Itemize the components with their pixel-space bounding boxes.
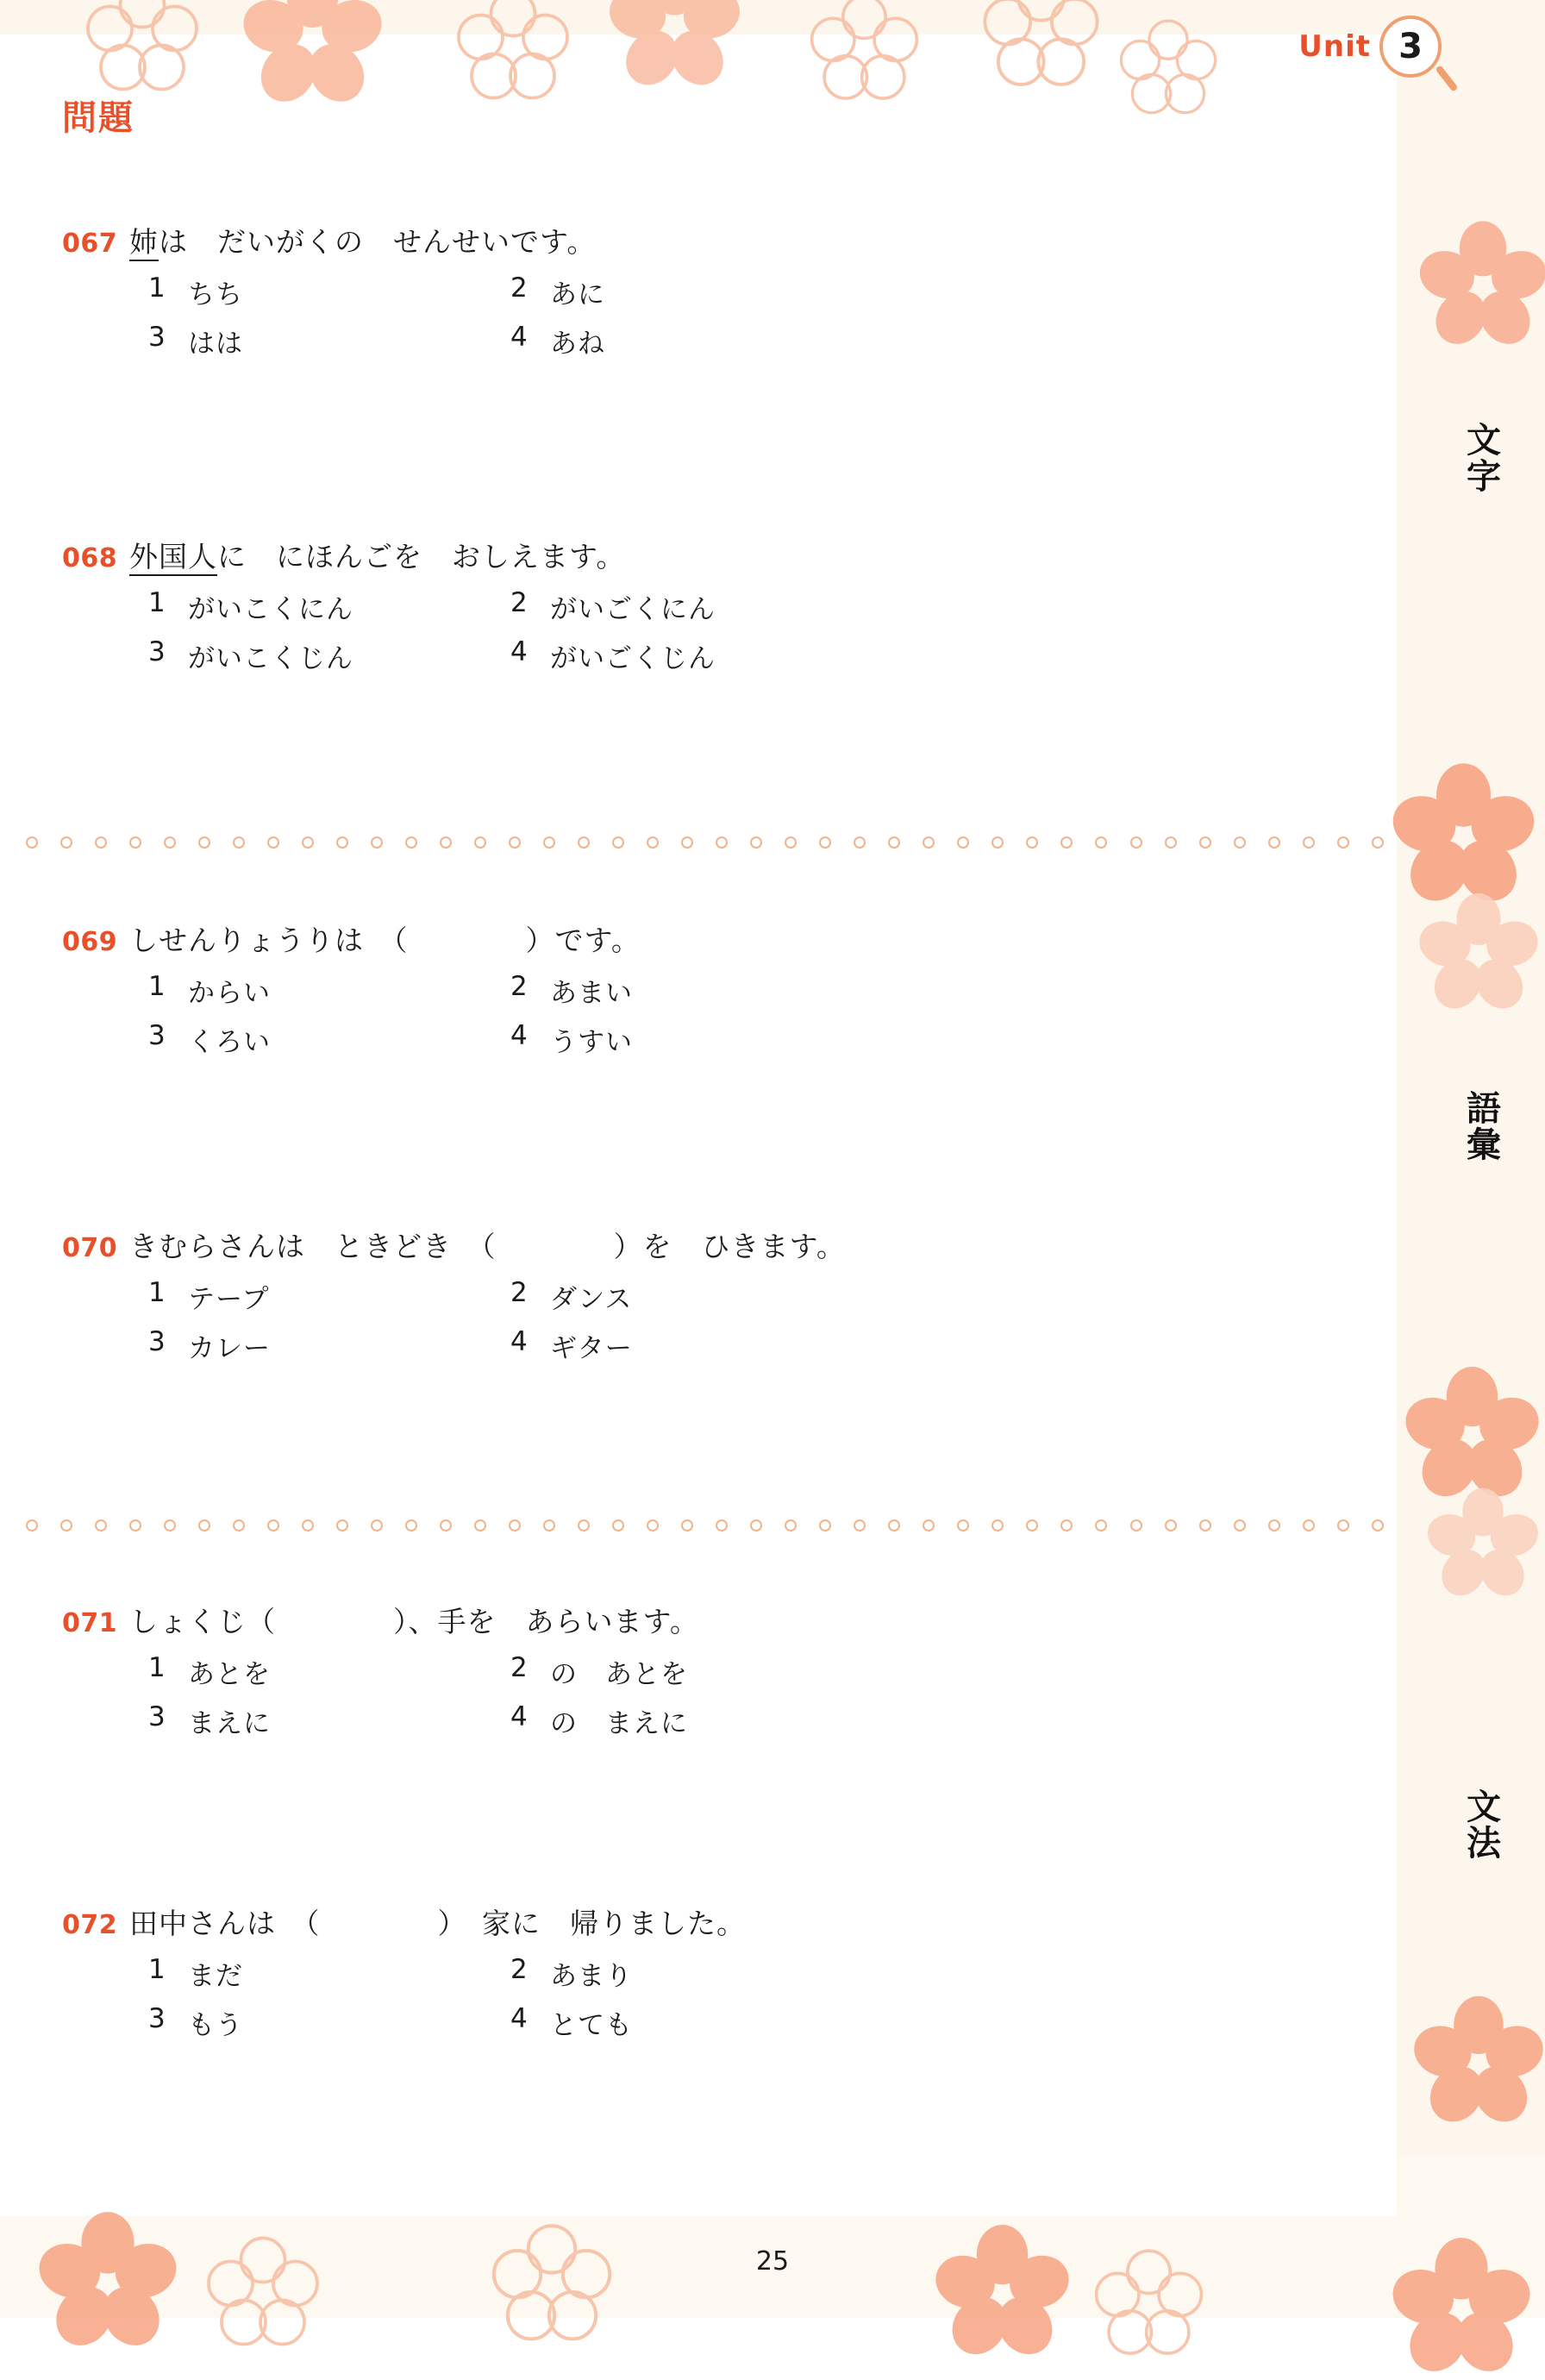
sakura-blossom-icon	[1414, 216, 1545, 354]
option-list	[148, 587, 1286, 675]
option-list	[148, 272, 1286, 360]
option-number: 4	[510, 1701, 529, 1732]
option-item[interactable]	[510, 1277, 632, 1316]
question-underlined-word: 姉	[129, 225, 159, 261]
side-tab-char: 彙	[1467, 1125, 1501, 1165]
option-item[interactable]	[148, 2003, 510, 2042]
question-block	[62, 1901, 1286, 2052]
sakura-blossom-icon	[448, 0, 578, 112]
side-tab-char: 字	[1467, 457, 1501, 497]
option-number: 2	[510, 1277, 529, 1308]
option-number: 3	[148, 2003, 166, 2034]
option-item[interactable]	[510, 2003, 633, 2042]
option-item[interactable]	[510, 1954, 633, 1993]
option-label: ダンス	[550, 1284, 633, 1315]
option-row	[148, 1652, 1286, 1691]
option-label: ギター	[550, 1333, 633, 1364]
option-item[interactable]	[510, 322, 605, 360]
option-item[interactable]	[148, 1652, 510, 1691]
option-number: 2	[510, 587, 529, 618]
option-item[interactable]	[148, 1701, 510, 1740]
side-tab-char: 文	[1467, 1788, 1501, 1827]
option-row	[148, 1326, 1286, 1365]
option-item[interactable]	[148, 1954, 510, 1993]
option-list	[148, 1954, 1286, 2042]
option-item[interactable]	[148, 1326, 510, 1365]
question-text: しせんりょうりは （ ）です。	[129, 924, 641, 957]
question-prompt	[62, 535, 1286, 575]
option-row	[148, 636, 1286, 675]
option-number: 3	[148, 1701, 166, 1732]
option-number: 4	[510, 2003, 529, 2034]
sakura-blossom-icon	[78, 0, 207, 103]
question-prompt	[62, 220, 1286, 260]
question-block	[62, 1224, 1286, 1375]
side-tab-moji	[1454, 423, 1514, 495]
unit-number: 3	[1379, 16, 1442, 78]
sakura-blossom-icon	[931, 2220, 1073, 2363]
sakura-blossom-icon	[1388, 759, 1539, 910]
option-number: 1	[148, 587, 166, 618]
option-label: の あとを	[550, 1659, 688, 1690]
option-number: 3	[148, 636, 166, 667]
option-item[interactable]	[148, 1277, 510, 1316]
option-row	[148, 2003, 1286, 2042]
option-list	[148, 971, 1286, 1059]
option-number: 1	[148, 272, 166, 304]
option-row	[148, 1277, 1286, 1316]
option-label: まだ	[188, 1961, 243, 1992]
option-row	[148, 971, 1286, 1010]
option-item[interactable]	[510, 1020, 633, 1059]
option-number: 3	[148, 1326, 166, 1357]
question-number: 069	[62, 927, 118, 957]
option-item[interactable]	[510, 1701, 688, 1740]
option-item[interactable]	[510, 1652, 688, 1691]
option-label: テープ	[188, 1284, 270, 1315]
option-row	[148, 1954, 1286, 1993]
unit-label: Unit	[1298, 29, 1371, 64]
option-item[interactable]	[510, 636, 716, 675]
option-number: 4	[510, 1326, 529, 1357]
option-label: あね	[550, 329, 605, 360]
option-label: がいごくじん	[550, 643, 716, 674]
option-number: 2	[510, 971, 529, 1002]
section-divider	[26, 1519, 1384, 1535]
sakura-blossom-icon	[974, 0, 1108, 99]
question-block	[62, 220, 1286, 371]
sakura-blossom-icon	[1414, 888, 1543, 1018]
sakura-blossom-icon	[1423, 1483, 1543, 1604]
option-list	[148, 1652, 1286, 1740]
option-item[interactable]	[148, 1020, 510, 1059]
question-block	[62, 918, 1286, 1069]
option-item[interactable]	[148, 322, 510, 360]
unit-badge	[1298, 16, 1442, 78]
question-block	[62, 1600, 1286, 1751]
sakura-blossom-icon	[802, 0, 927, 112]
question-number: 068	[62, 543, 118, 573]
sakura-blossom-icon	[483, 2216, 621, 2354]
option-number: 3	[148, 322, 166, 353]
option-number: 1	[148, 1652, 166, 1683]
option-label: うすい	[550, 1027, 633, 1058]
option-row	[148, 1701, 1286, 1740]
option-item[interactable]	[510, 971, 633, 1010]
option-item[interactable]	[510, 1326, 633, 1365]
option-number: 3	[148, 1020, 166, 1051]
option-label: あとを	[188, 1659, 271, 1690]
side-tab-char: 文	[1467, 421, 1501, 460]
option-number: 2	[510, 272, 529, 304]
option-label: がいこくじん	[188, 643, 353, 674]
question-prompt	[62, 918, 1286, 959]
question-text: しょくじ（ ）、手を あらいます。	[129, 1605, 699, 1638]
option-label: あまり	[550, 1961, 633, 1992]
option-number: 4	[510, 1020, 529, 1051]
page-title: 問題	[62, 98, 134, 138]
option-number: 4	[510, 636, 529, 667]
option-number: 4	[510, 322, 529, 353]
option-item[interactable]	[148, 636, 510, 675]
option-label: の まえに	[550, 1708, 688, 1739]
option-item[interactable]	[148, 272, 510, 311]
side-tab-char: 法	[1467, 1824, 1501, 1863]
option-label: もう	[188, 2010, 243, 2041]
option-label: はは	[188, 329, 243, 360]
option-label: がいこくにん	[188, 594, 353, 625]
sakura-blossom-icon	[237, 0, 388, 112]
question-block	[62, 535, 1286, 686]
option-label: がいごくにん	[550, 594, 716, 625]
option-row	[148, 322, 1286, 360]
question-prompt	[62, 1901, 1286, 1942]
option-label: とても	[550, 2010, 633, 2041]
option-row	[148, 1020, 1286, 1059]
option-label: からい	[188, 978, 271, 1009]
sakura-blossom-icon	[1112, 13, 1224, 125]
question-text: に にほんごを おしえます。	[217, 540, 626, 573]
question-prompt	[62, 1600, 1286, 1640]
option-label: ちち	[188, 279, 243, 310]
sakura-blossom-icon	[1410, 1992, 1545, 2130]
option-label: あまい	[550, 978, 633, 1009]
side-tab-char: 語	[1467, 1089, 1501, 1129]
question-underlined-word: 外国人	[129, 540, 217, 576]
section-divider	[26, 836, 1384, 852]
question-number: 072	[62, 1910, 118, 1940]
option-label: くろい	[188, 1027, 271, 1058]
option-number: 1	[148, 1277, 166, 1308]
side-tab-bunpo	[1454, 1789, 1514, 1862]
question-number: 071	[62, 1608, 118, 1638]
option-number: 1	[148, 1954, 166, 1985]
option-row	[148, 587, 1286, 626]
sakura-blossom-icon	[34, 2208, 181, 2354]
question-number: 067	[62, 229, 118, 259]
option-item[interactable]	[148, 587, 510, 626]
option-item[interactable]	[510, 272, 605, 311]
question-number: 070	[62, 1233, 118, 1263]
option-label: カレー	[188, 1333, 271, 1364]
page-number: 25	[755, 2246, 790, 2277]
sakura-blossom-icon	[604, 0, 746, 95]
option-label: まえに	[188, 1708, 271, 1739]
question-text: 田中さんは （ ） 家に 帰りました。	[129, 1907, 746, 1940]
side-tab-goi	[1454, 1091, 1514, 1163]
question-text: きむらさんは ときどき （ ）を ひきます。	[129, 1230, 846, 1263]
option-item[interactable]	[148, 971, 510, 1010]
option-list	[148, 1277, 1286, 1365]
option-row	[148, 272, 1286, 311]
option-number: 2	[510, 1954, 529, 1985]
option-item[interactable]	[510, 587, 716, 626]
option-label: あに	[550, 279, 605, 310]
question-text: は だいがくの せんせいです。	[159, 225, 597, 259]
option-number: 2	[510, 1652, 529, 1683]
question-prompt	[62, 1224, 1286, 1265]
option-number: 1	[148, 971, 166, 1002]
